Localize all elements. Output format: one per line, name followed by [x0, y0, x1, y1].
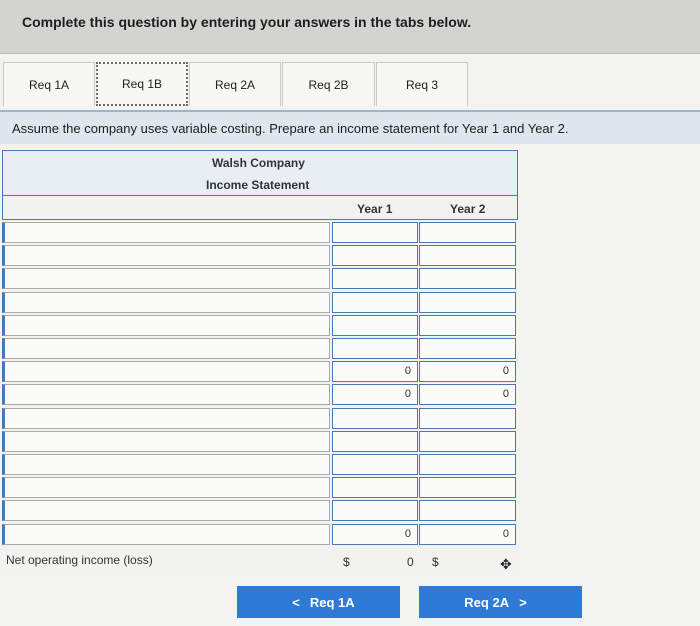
noi-label: Net operating income (loss): [6, 553, 153, 567]
statement-row: [2, 222, 518, 245]
row-label-input[interactable]: [2, 245, 330, 266]
row-year1-input[interactable]: 0: [332, 361, 418, 382]
row-year1-input[interactable]: [332, 454, 418, 475]
row-year2-input[interactable]: 0: [419, 384, 516, 405]
row-label-input[interactable]: [2, 361, 330, 382]
column-header-row: [2, 196, 518, 220]
chevron-left-icon: <: [292, 594, 300, 610]
statement-row: [2, 315, 518, 338]
row-year2-input[interactable]: [419, 500, 516, 521]
noi-year1-dollar: $: [343, 555, 350, 569]
tab-req-1b[interactable]: Req 1B: [96, 62, 188, 106]
statement-row: [2, 338, 518, 361]
next-req-label: Req 2A: [464, 594, 510, 610]
row-label-input[interactable]: [2, 222, 330, 243]
banner-text: Complete this question by entering your answers in the tabs below.: [22, 14, 472, 30]
row-year2-input[interactable]: [419, 454, 516, 475]
statement-row: [2, 384, 518, 407]
row-year2-input[interactable]: [419, 292, 516, 313]
next-req-button[interactable]: [419, 586, 582, 618]
row-year1-input[interactable]: [332, 315, 418, 336]
row-year2-input[interactable]: [419, 431, 516, 452]
row-label-input[interactable]: [2, 292, 330, 313]
year2-header: Year 2: [450, 202, 486, 216]
row-year2-input[interactable]: [419, 315, 516, 336]
question-banner: [0, 0, 700, 54]
row-label-input[interactable]: [2, 408, 330, 429]
row-label-input[interactable]: [2, 454, 330, 475]
prev-req-label: Req 1A: [309, 594, 355, 610]
statement-header: [2, 150, 518, 196]
row-year2-input[interactable]: [419, 408, 516, 429]
statement-row: [2, 431, 518, 454]
row-year1-input[interactable]: 0: [332, 524, 418, 545]
row-year1-input[interactable]: [332, 338, 418, 359]
tab-req-2b[interactable]: Req 2B: [282, 62, 375, 106]
statement-row: [2, 524, 518, 547]
statement-row: [2, 477, 518, 500]
row-year2-input[interactable]: [419, 268, 516, 289]
statement-row: [2, 245, 518, 268]
statement-row: [2, 361, 518, 384]
statement-row: [2, 292, 518, 315]
row-label-input[interactable]: [2, 315, 330, 336]
row-year1-input[interactable]: [332, 500, 418, 521]
row-year1-input[interactable]: [332, 268, 418, 289]
statement-title: Income Statement: [206, 178, 310, 192]
row-year2-input[interactable]: [419, 245, 516, 266]
row-year2-input[interactable]: 0: [419, 361, 516, 382]
company-name: Walsh Company: [212, 156, 305, 170]
tab-req-1a[interactable]: Req 1A: [3, 62, 95, 106]
noi-year1-value[interactable]: 0: [407, 555, 414, 569]
row-label-input[interactable]: [2, 268, 330, 289]
tab-req-3[interactable]: Req 3: [376, 62, 468, 106]
row-year2-input[interactable]: [419, 477, 516, 498]
statement-row: [2, 500, 518, 523]
tab-bar: [0, 62, 700, 108]
statement-row: [2, 454, 518, 477]
instruction-text: Assume the company uses variable costing. Prepare an income statement for Year 1 and Year 2.: [12, 121, 569, 136]
row-year1-input[interactable]: [332, 431, 418, 452]
instruction-bar: [0, 110, 700, 144]
statement-row: [2, 268, 518, 291]
income-statement: [2, 150, 518, 574]
row-year1-input[interactable]: [332, 477, 418, 498]
row-year2-input[interactable]: [419, 222, 516, 243]
statement-row: [2, 408, 518, 431]
chevron-right-icon: >: [519, 594, 527, 610]
row-label-input[interactable]: [2, 338, 330, 359]
row-year2-input[interactable]: [419, 338, 516, 359]
year1-header: Year 1: [357, 202, 393, 216]
prev-req-button[interactable]: [237, 586, 400, 618]
row-label-input[interactable]: [2, 431, 330, 452]
row-label-input[interactable]: [2, 524, 330, 545]
row-year1-input[interactable]: [332, 245, 418, 266]
row-label-input[interactable]: [2, 384, 330, 405]
row-year1-input[interactable]: [332, 292, 418, 313]
row-label-input[interactable]: [2, 500, 330, 521]
row-year1-input[interactable]: [332, 222, 418, 243]
row-label-input[interactable]: [2, 477, 330, 498]
move-cursor-icon: ✥: [500, 556, 512, 572]
noi-year2-dollar: $: [432, 555, 439, 569]
row-year1-input[interactable]: 0: [332, 384, 418, 405]
row-year1-input[interactable]: [332, 408, 418, 429]
tab-req-2a[interactable]: Req 2A: [189, 62, 281, 106]
row-year2-input[interactable]: 0: [419, 524, 516, 545]
